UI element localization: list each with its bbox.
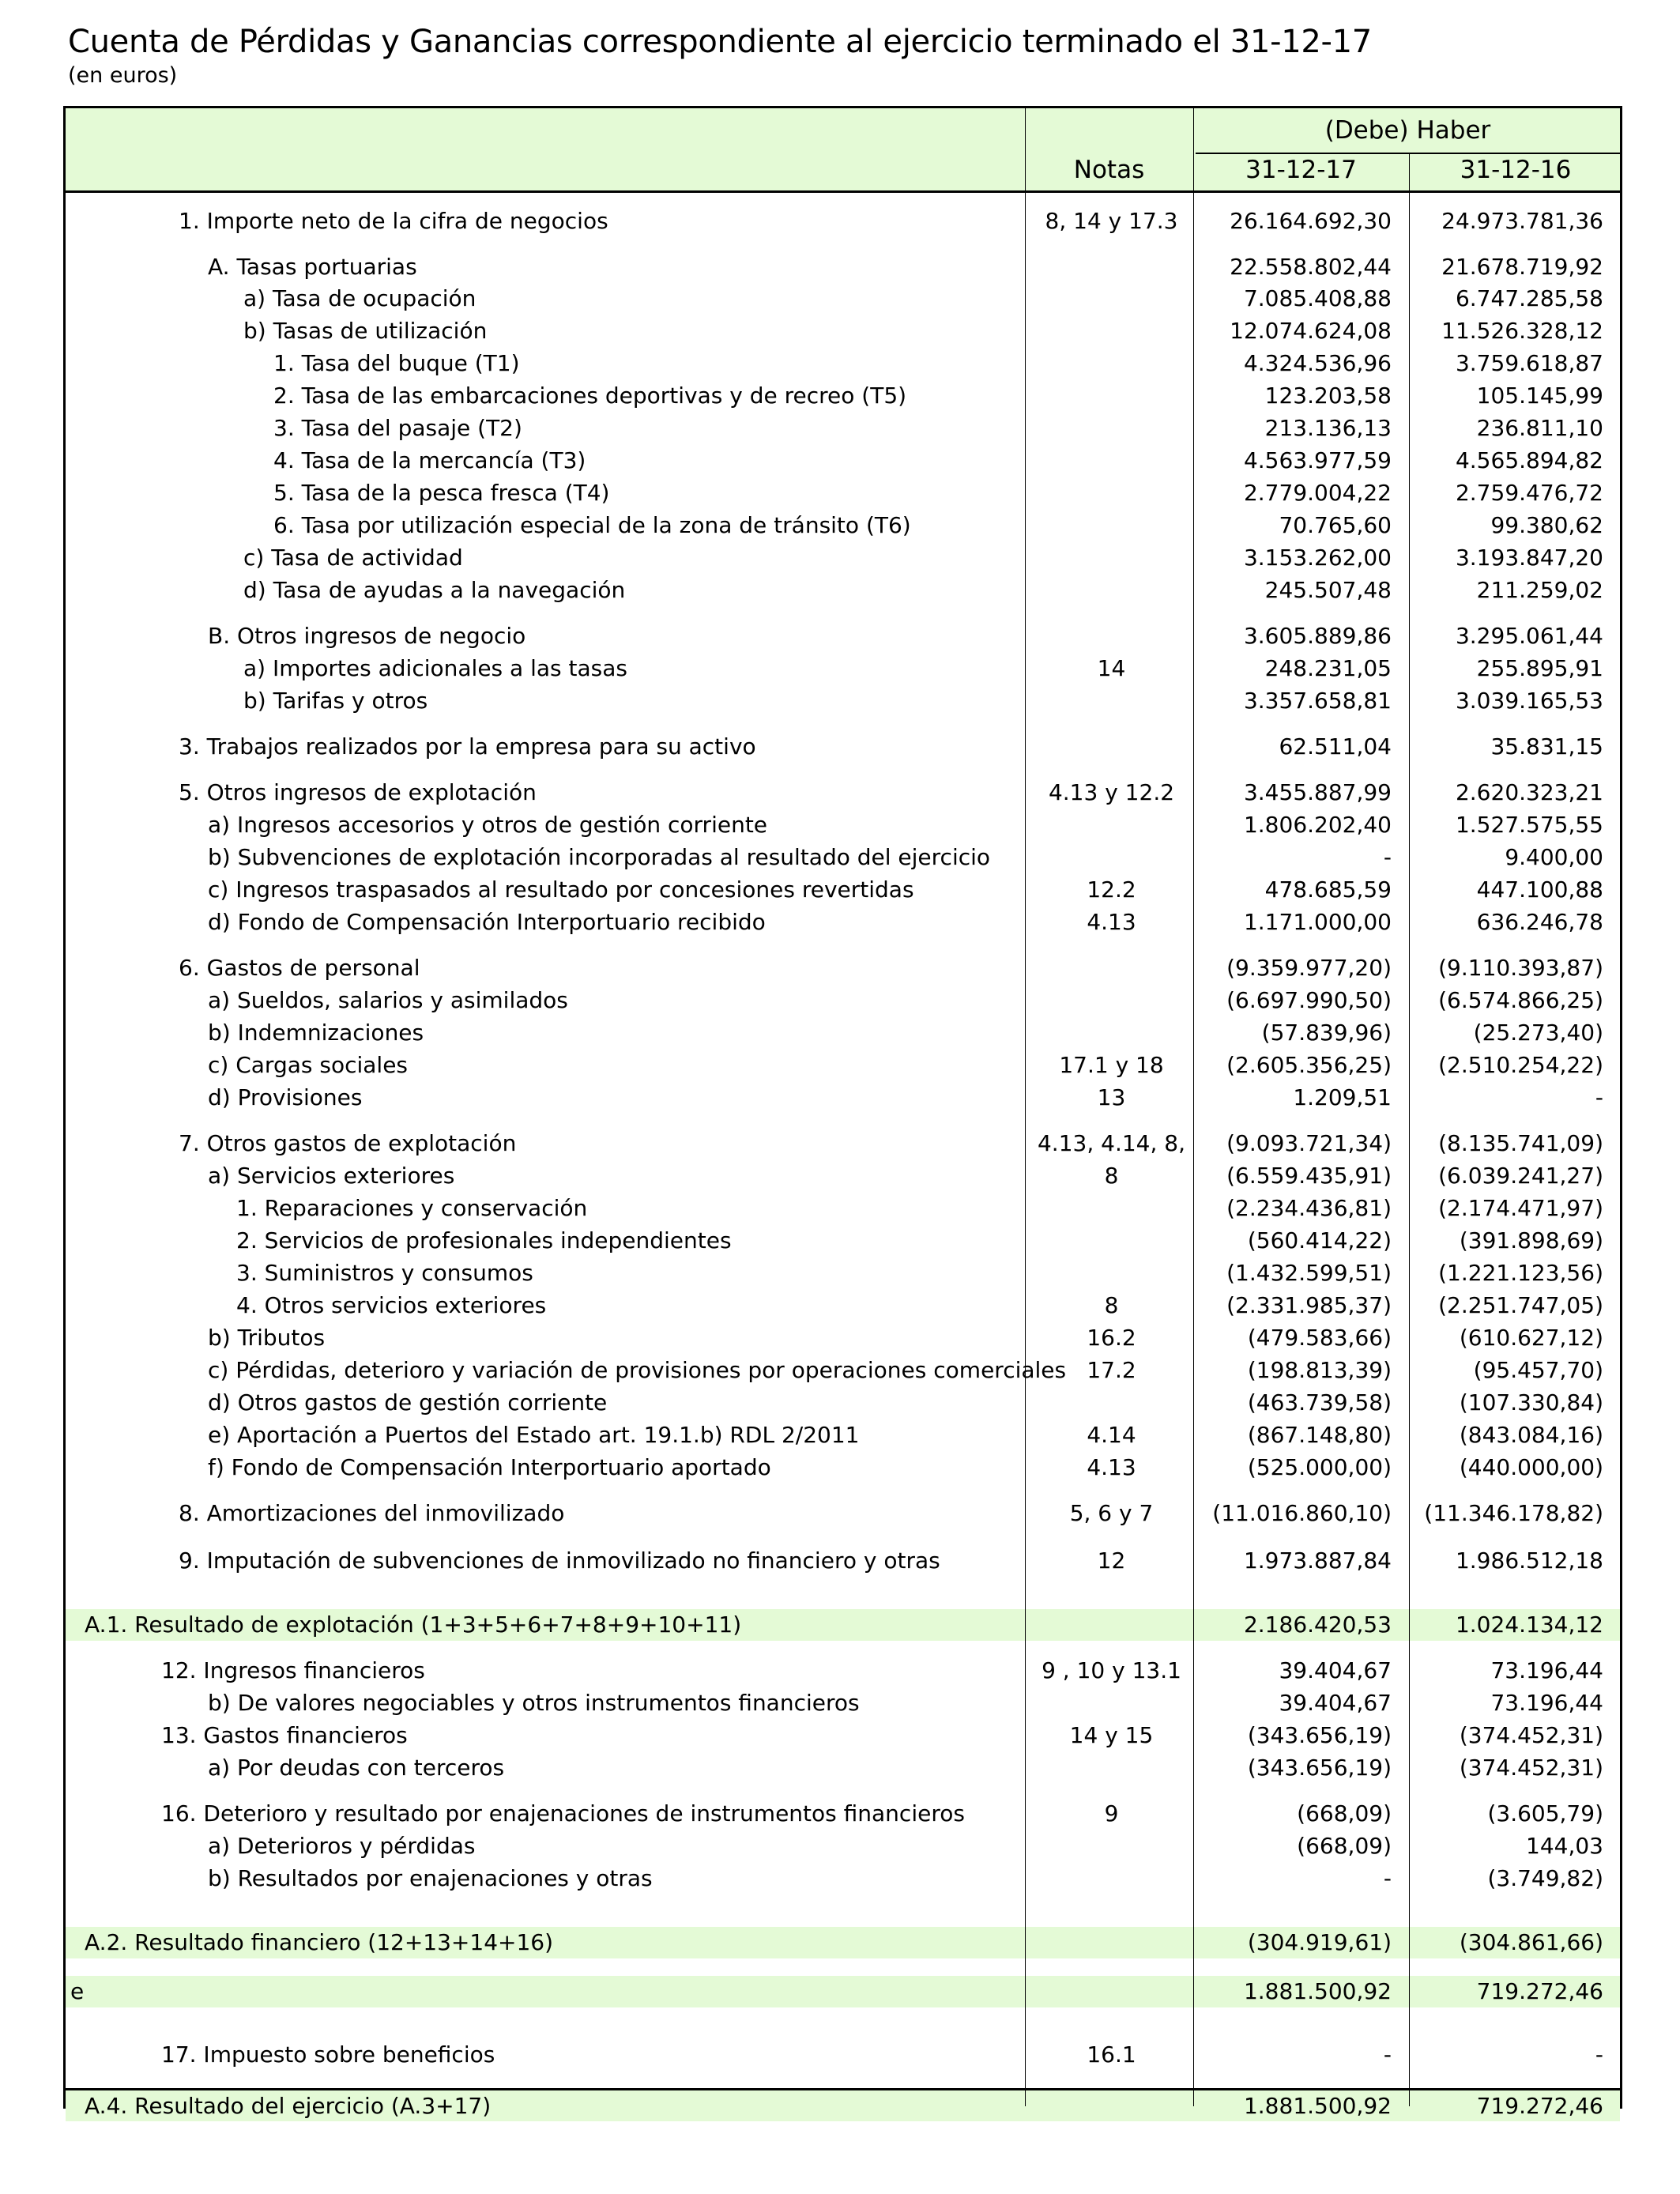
header-col-2017: 31-12-17 bbox=[1245, 156, 1357, 184]
row-value-2016: 35.831,15 bbox=[1490, 733, 1603, 760]
column-divider bbox=[1409, 193, 1410, 2106]
row-label: a) Ingresos accesorios y otros de gestión corriente bbox=[208, 812, 768, 838]
row-value-2016: 73.196,44 bbox=[1490, 1657, 1603, 1683]
row-value-2016: 236.811,10 bbox=[1476, 415, 1603, 441]
row-value-2017: 213.136,13 bbox=[1264, 415, 1392, 441]
row-value-2017: 248.231,05 bbox=[1264, 655, 1392, 681]
row-value-2016: 3.039.165,53 bbox=[1455, 688, 1603, 714]
row-notes: 4.13 y 12.2 bbox=[1048, 779, 1175, 805]
row-notes: 16.2 bbox=[1087, 1325, 1136, 1351]
row-value-2016: 255.895,91 bbox=[1476, 655, 1603, 681]
row-label: e) Aportación a Puertos del Estado art. 19.1.b) RDL 2/2011 bbox=[208, 1422, 860, 1448]
row-value-2016: 211.259,02 bbox=[1476, 577, 1603, 603]
table-row bbox=[66, 1687, 1620, 1719]
table-row bbox=[66, 1863, 1620, 1894]
row-label: b) Resultados por enajenaciones y otras bbox=[208, 1865, 653, 1891]
row-value-2016: 2.759.476,72 bbox=[1455, 480, 1603, 506]
column-divider bbox=[1025, 193, 1026, 2106]
row-value-2016: (6.574.866,25) bbox=[1438, 987, 1603, 1013]
column-divider bbox=[1193, 193, 1194, 2106]
row-value-2016: (374.452,31) bbox=[1459, 1755, 1603, 1781]
table-row bbox=[66, 1257, 1620, 1289]
table-row bbox=[66, 1082, 1620, 1114]
row-value-2016: 144,03 bbox=[1526, 1833, 1603, 1859]
row-label: b) Tasas de utilización bbox=[243, 318, 488, 344]
row-label: 9. Imputación de subvenciones de inmovilizado no financiero y otras bbox=[179, 1547, 940, 1574]
row-label: 4. Otros servicios exteriores bbox=[236, 1292, 547, 1318]
row-label: a) Sueldos, salarios y asimilados bbox=[208, 987, 568, 1013]
row-label: d) Fondo de Compensación Interportuario recibido bbox=[208, 909, 766, 935]
row-value-2017: 3.357.658,81 bbox=[1243, 688, 1392, 714]
row-value-2017: - bbox=[1383, 844, 1392, 870]
header-col-2016: 31-12-16 bbox=[1460, 156, 1572, 184]
table-row bbox=[66, 842, 1620, 873]
row-value-2017: 70.765,60 bbox=[1279, 512, 1392, 538]
row-label: 6. Gastos de personal bbox=[179, 955, 420, 981]
row-notes bbox=[1027, 1225, 1196, 1257]
row-label: a) Importes adicionales a las tasas bbox=[243, 655, 627, 681]
table-row bbox=[66, 1798, 1620, 1830]
table-row bbox=[66, 685, 1620, 717]
row-notes bbox=[1027, 1687, 1196, 1719]
row-value-2016: (843.084,16) bbox=[1459, 1422, 1603, 1448]
row-label: b) Indemnizaciones bbox=[208, 1020, 424, 1046]
row-value-2017: (304.919,61) bbox=[1247, 1929, 1392, 1955]
row-value-2017: 1.881.500,92 bbox=[1243, 1978, 1392, 2004]
row-value-2017: (343.656,19) bbox=[1247, 1755, 1392, 1781]
row-notes bbox=[1027, 445, 1196, 477]
row-notes: 14 y 15 bbox=[1069, 1722, 1154, 1748]
row-label: 3. Trabajos realizados por la empresa para su activo bbox=[179, 733, 756, 760]
row-value-2016: (610.627,12) bbox=[1459, 1325, 1603, 1351]
row-label: 6. Tasa por utilización especial de la zona de tránsito (T6) bbox=[273, 512, 911, 538]
row-notes bbox=[1027, 985, 1196, 1016]
row-value-2017: 1.973.887,84 bbox=[1243, 1547, 1392, 1574]
row-value-2016: (2.174.471,97) bbox=[1438, 1195, 1603, 1221]
row-value-2016: - bbox=[1595, 2041, 1603, 2068]
row-notes bbox=[1027, 1609, 1196, 1641]
table-row bbox=[66, 1160, 1620, 1192]
row-value-2017: (1.432.599,51) bbox=[1226, 1260, 1392, 1286]
row-label: B. Otros ingresos de negocio bbox=[208, 623, 526, 649]
row-notes: 16.1 bbox=[1087, 2041, 1136, 2068]
row-value-2017: (343.656,19) bbox=[1247, 1722, 1392, 1748]
row-value-2016: 3.193.847,20 bbox=[1455, 545, 1603, 571]
row-notes bbox=[1027, 380, 1196, 412]
row-notes: 4.13, 4.14, 8, bbox=[1037, 1130, 1185, 1156]
table-row bbox=[66, 1419, 1620, 1451]
row-notes bbox=[1027, 1927, 1196, 1958]
row-label: 5. Tasa de la pesca fresca (T4) bbox=[273, 480, 610, 506]
table-row bbox=[66, 251, 1620, 283]
row-notes bbox=[1027, 1863, 1196, 1894]
table-row bbox=[66, 1830, 1620, 1862]
row-value-2016: (95.457,70) bbox=[1473, 1357, 1603, 1383]
row-label: e bbox=[70, 1978, 85, 2004]
row-label: b) De valores negociables y otros instrumentos financieros bbox=[208, 1690, 860, 1716]
row-notes bbox=[1027, 685, 1196, 717]
row-label: 5. Otros ingresos de explotación bbox=[179, 779, 537, 805]
row-notes: 12 bbox=[1097, 1547, 1126, 1574]
table-row bbox=[66, 283, 1620, 315]
row-value-2017: - bbox=[1383, 1865, 1392, 1891]
row-value-2017: (9.359.977,20) bbox=[1226, 955, 1392, 981]
header-notes: Notas bbox=[1073, 156, 1145, 184]
row-value-2016: 4.565.894,82 bbox=[1455, 447, 1603, 473]
table-body bbox=[63, 193, 1622, 2119]
row-value-2017: (11.016.860,10) bbox=[1212, 1500, 1392, 1526]
table-row bbox=[66, 1322, 1620, 1354]
row-label: c) Pérdidas, deterioro y variación de provisiones por operaciones comerciales bbox=[208, 1357, 1067, 1383]
row-value-2016: (107.330,84) bbox=[1459, 1389, 1603, 1416]
row-value-2016: 636.246,78 bbox=[1476, 909, 1603, 935]
table-row bbox=[66, 952, 1620, 984]
row-notes bbox=[1027, 1752, 1196, 1784]
row-notes bbox=[1027, 575, 1196, 606]
row-label: 1. Reparaciones y conservación bbox=[236, 1195, 588, 1221]
row-value-2017: - bbox=[1383, 2041, 1392, 2068]
row-value-2016: 719.272,46 bbox=[1476, 2093, 1603, 2119]
row-notes bbox=[1027, 542, 1196, 574]
row-value-2016: 1.986.512,18 bbox=[1455, 1547, 1603, 1574]
row-label: a) Servicios exteriores bbox=[208, 1163, 455, 1189]
row-value-2016: (374.452,31) bbox=[1459, 1722, 1603, 1748]
table-row bbox=[66, 413, 1620, 444]
row-label: 2. Servicios de profesionales independientes bbox=[236, 1227, 732, 1253]
table-row bbox=[66, 510, 1620, 541]
row-label: c) Ingresos traspasados al resultado por concesiones revertidas bbox=[208, 876, 914, 903]
page-subtitle: (en euros) bbox=[68, 63, 178, 88]
table-row bbox=[66, 2088, 1620, 2121]
table-row bbox=[66, 1655, 1620, 1687]
row-notes bbox=[1027, 315, 1196, 347]
table-row bbox=[66, 1050, 1620, 1081]
table-row bbox=[66, 1927, 1620, 1958]
row-label: b) Tarifas y otros bbox=[243, 688, 428, 714]
row-value-2017: (57.839,96) bbox=[1261, 1020, 1392, 1046]
row-notes: 8 bbox=[1104, 1163, 1119, 1189]
row-value-2017: 478.685,59 bbox=[1264, 876, 1392, 903]
row-value-2017: 2.186.420,53 bbox=[1243, 1612, 1392, 1638]
row-value-2016: (391.898,69) bbox=[1459, 1227, 1603, 1253]
table-row bbox=[66, 348, 1620, 379]
table-row bbox=[66, 1720, 1620, 1751]
row-notes: 4.14 bbox=[1087, 1422, 1136, 1448]
row-notes: 9 , 10 y 13.1 bbox=[1042, 1657, 1181, 1683]
row-label: A.4. Resultado del ejercicio (A.3+17) bbox=[85, 2093, 492, 2119]
row-value-2016: (8.135.741,09) bbox=[1438, 1130, 1603, 1156]
table-row bbox=[66, 1752, 1620, 1784]
table-row bbox=[66, 731, 1620, 763]
row-label: a) Por deudas con terceros bbox=[208, 1755, 505, 1781]
row-value-2017: 2.779.004,22 bbox=[1243, 480, 1392, 506]
row-label: 17. Impuesto sobre beneficios bbox=[161, 2041, 495, 2068]
row-label: 4. Tasa de la mercancía (T3) bbox=[273, 447, 586, 473]
row-value-2017: (198.813,39) bbox=[1247, 1357, 1392, 1383]
table-row bbox=[66, 445, 1620, 477]
row-value-2017: 7.085.408,88 bbox=[1243, 285, 1392, 311]
row-value-2016: (440.000,00) bbox=[1459, 1454, 1603, 1480]
table-row bbox=[66, 1128, 1620, 1159]
table-row bbox=[66, 1609, 1620, 1641]
table-row bbox=[66, 1193, 1620, 1224]
row-value-2016: 6.747.285,58 bbox=[1455, 285, 1603, 311]
row-value-2016: 73.196,44 bbox=[1490, 1690, 1603, 1716]
row-notes bbox=[1027, 1017, 1196, 1049]
table-row bbox=[66, 809, 1620, 841]
row-value-2017: 245.507,48 bbox=[1264, 577, 1392, 603]
row-label: f) Fondo de Compensación Interportuario aportado bbox=[208, 1454, 771, 1480]
row-value-2016: 447.100,88 bbox=[1476, 876, 1603, 903]
row-notes: 5, 6 y 7 bbox=[1069, 1500, 1154, 1526]
row-value-2017: (9.093.721,34) bbox=[1226, 1130, 1392, 1156]
row-value-2016: 9.400,00 bbox=[1505, 844, 1603, 870]
row-value-2016: (304.861,66) bbox=[1459, 1929, 1603, 1955]
row-value-2017: 22.558.802,44 bbox=[1230, 254, 1392, 280]
row-value-2016: 719.272,46 bbox=[1476, 1978, 1603, 2004]
table-row bbox=[66, 315, 1620, 347]
row-notes bbox=[1027, 477, 1196, 509]
table-row bbox=[66, 380, 1620, 412]
row-value-2017: (525.000,00) bbox=[1247, 1454, 1392, 1480]
row-value-2017: (668,09) bbox=[1297, 1800, 1392, 1826]
row-label: d) Otros gastos de gestión corriente bbox=[208, 1389, 608, 1416]
row-label: A. Tasas portuarias bbox=[208, 254, 417, 280]
row-value-2016: (11.346.178,82) bbox=[1424, 1500, 1603, 1526]
row-value-2017: 4.324.536,96 bbox=[1243, 350, 1392, 376]
row-value-2017: (668,09) bbox=[1297, 1833, 1392, 1859]
row-notes bbox=[1027, 1387, 1196, 1419]
row-value-2017: 26.164.692,30 bbox=[1230, 208, 1392, 234]
row-label: 3. Suministros y consumos bbox=[236, 1260, 533, 1286]
row-value-2016: 2.620.323,21 bbox=[1455, 779, 1603, 805]
table-row bbox=[66, 777, 1620, 809]
row-value-2017: 123.203,58 bbox=[1264, 383, 1392, 409]
row-label: c) Tasa de actividad bbox=[243, 545, 463, 571]
row-value-2016: - bbox=[1595, 1084, 1603, 1110]
row-label: b) Tributos bbox=[208, 1325, 326, 1351]
row-value-2016: 21.678.719,92 bbox=[1441, 254, 1603, 280]
row-notes bbox=[1027, 620, 1196, 652]
row-notes: 8, 14 y 17.3 bbox=[1045, 208, 1178, 234]
row-notes bbox=[1027, 809, 1196, 841]
row-notes: 4.13 bbox=[1087, 1454, 1136, 1480]
row-value-2016: (3.749,82) bbox=[1487, 1865, 1603, 1891]
row-value-2016: 105.145,99 bbox=[1476, 383, 1603, 409]
table-row bbox=[66, 575, 1620, 606]
row-value-2016: 1.024.134,12 bbox=[1455, 1612, 1603, 1638]
row-notes bbox=[1027, 251, 1196, 283]
row-notes bbox=[1027, 1830, 1196, 1862]
page-title: Cuenta de Pérdidas y Ganancias correspondiente al ejercicio terminado el 31-12-17 bbox=[68, 24, 1372, 60]
row-notes bbox=[1027, 1193, 1196, 1224]
row-notes bbox=[1027, 1976, 1196, 2007]
row-value-2017: 62.511,04 bbox=[1279, 733, 1392, 760]
row-value-2017: 3.455.887,99 bbox=[1243, 779, 1392, 805]
table-row bbox=[66, 907, 1620, 938]
table-row bbox=[66, 653, 1620, 684]
row-notes: 17.2 bbox=[1087, 1357, 1136, 1383]
row-label: 1. Importe neto de la cifra de negocios bbox=[179, 208, 608, 234]
table-row bbox=[66, 477, 1620, 509]
row-notes bbox=[1027, 413, 1196, 444]
table-row bbox=[66, 205, 1620, 237]
row-value-2017: (560.414,22) bbox=[1247, 1227, 1392, 1253]
row-label: A.1. Resultado de explotación (1+3+5+6+7+8+9+10+11) bbox=[85, 1612, 742, 1638]
table-row bbox=[66, 1225, 1620, 1257]
row-value-2017: (463.739,58) bbox=[1247, 1389, 1392, 1416]
table-row bbox=[66, 2039, 1620, 2071]
row-notes: 9 bbox=[1104, 1800, 1119, 1826]
row-label: c) Cargas sociales bbox=[208, 1052, 409, 1078]
row-value-2016: (2.251.747,05) bbox=[1438, 1292, 1603, 1318]
row-value-2016: 3.759.618,87 bbox=[1455, 350, 1603, 376]
row-value-2017: 4.563.977,59 bbox=[1243, 447, 1392, 473]
row-label: 7. Otros gastos de explotación bbox=[179, 1130, 517, 1156]
row-value-2016: (2.510.254,22) bbox=[1438, 1052, 1603, 1078]
row-label: 16. Deterioro y resultado por enajenaciones de instrumentos financieros bbox=[161, 1800, 965, 1826]
row-value-2017: 12.074.624,08 bbox=[1230, 318, 1392, 344]
row-value-2017: 1.209,51 bbox=[1293, 1084, 1392, 1110]
table-row bbox=[66, 985, 1620, 1016]
row-label: A.2. Resultado financiero (12+13+14+16) bbox=[85, 1929, 554, 1955]
row-value-2016: 1.527.575,55 bbox=[1455, 812, 1603, 838]
row-value-2017: 39.404,67 bbox=[1279, 1690, 1392, 1716]
table-row bbox=[66, 1452, 1620, 1483]
row-label: 3. Tasa del pasaje (T2) bbox=[273, 415, 522, 441]
row-notes bbox=[1027, 842, 1196, 873]
row-value-2016: 3.295.061,44 bbox=[1455, 623, 1603, 649]
row-value-2016: 24.973.781,36 bbox=[1441, 208, 1603, 234]
row-notes bbox=[1027, 510, 1196, 541]
row-value-2017: 1.171.000,00 bbox=[1243, 909, 1392, 935]
row-label: b) Subvenciones de explotación incorporadas al resultado del ejercicio bbox=[208, 844, 991, 870]
row-value-2017: 3.153.262,00 bbox=[1243, 545, 1392, 571]
row-notes: 13 bbox=[1097, 1084, 1126, 1110]
row-label: 8. Amortizaciones del inmovilizado bbox=[179, 1500, 565, 1526]
row-notes bbox=[1027, 1257, 1196, 1289]
row-label: d) Tasa de ayudas a la navegación bbox=[243, 577, 626, 603]
row-value-2016: (1.221.123,56) bbox=[1438, 1260, 1603, 1286]
row-notes: 14 bbox=[1097, 655, 1126, 681]
row-value-2016: (25.273,40) bbox=[1473, 1020, 1603, 1046]
table-row bbox=[66, 542, 1620, 574]
row-label: a) Deterioros y pérdidas bbox=[208, 1833, 476, 1859]
row-value-2016: (9.110.393,87) bbox=[1438, 955, 1603, 981]
table-row bbox=[66, 874, 1620, 906]
table-row bbox=[66, 1387, 1620, 1419]
row-notes bbox=[1027, 348, 1196, 379]
row-value-2016: 11.526.328,12 bbox=[1441, 318, 1603, 344]
row-value-2017: (479.583,66) bbox=[1247, 1325, 1392, 1351]
row-value-2017: (2.331.985,37) bbox=[1226, 1292, 1392, 1318]
table-row bbox=[66, 1290, 1620, 1321]
table-row bbox=[66, 620, 1620, 652]
row-value-2016: (3.605,79) bbox=[1487, 1800, 1603, 1826]
row-notes bbox=[1027, 952, 1196, 984]
row-label: 12. Ingresos financieros bbox=[161, 1657, 425, 1683]
row-label: a) Tasa de ocupación bbox=[243, 285, 477, 311]
row-notes: 4.13 bbox=[1087, 909, 1136, 935]
row-value-2017: 39.404,67 bbox=[1279, 1657, 1392, 1683]
row-notes: 8 bbox=[1104, 1292, 1119, 1318]
row-value-2017: (6.559.435,91) bbox=[1226, 1163, 1392, 1189]
row-notes bbox=[1027, 731, 1196, 763]
header-group-label: (Debe) Haber bbox=[1196, 108, 1620, 154]
row-label: 2. Tasa de las embarcaciones deportivas y de recreo (T5) bbox=[273, 383, 907, 409]
row-value-2017: (2.605.356,25) bbox=[1226, 1052, 1392, 1078]
row-value-2017: 3.605.889,86 bbox=[1243, 623, 1392, 649]
row-value-2017: 1.881.500,92 bbox=[1243, 2093, 1392, 2119]
row-notes: 17.1 y 18 bbox=[1059, 1052, 1164, 1078]
row-value-2017: 1.806.202,40 bbox=[1243, 812, 1392, 838]
row-notes bbox=[1027, 283, 1196, 315]
row-notes: 12.2 bbox=[1087, 876, 1136, 903]
table-row bbox=[66, 1498, 1620, 1529]
row-label: 1. Tasa del buque (T1) bbox=[273, 350, 520, 376]
row-notes bbox=[1027, 2090, 1196, 2122]
row-value-2017: (2.234.436,81) bbox=[1226, 1195, 1392, 1221]
table-row bbox=[66, 1017, 1620, 1049]
row-value-2017: (6.697.990,50) bbox=[1226, 987, 1392, 1013]
row-value-2016: (6.039.241,27) bbox=[1438, 1163, 1603, 1189]
table-row bbox=[66, 1545, 1620, 1577]
table-row bbox=[66, 1355, 1620, 1386]
row-value-2017: (867.148,80) bbox=[1247, 1422, 1392, 1448]
row-value-2016: 99.380,62 bbox=[1490, 512, 1603, 538]
row-label: d) Provisiones bbox=[208, 1084, 363, 1110]
row-label: 13. Gastos financieros bbox=[161, 1722, 408, 1748]
table-row bbox=[66, 1976, 1620, 2007]
table-header bbox=[63, 106, 1622, 193]
